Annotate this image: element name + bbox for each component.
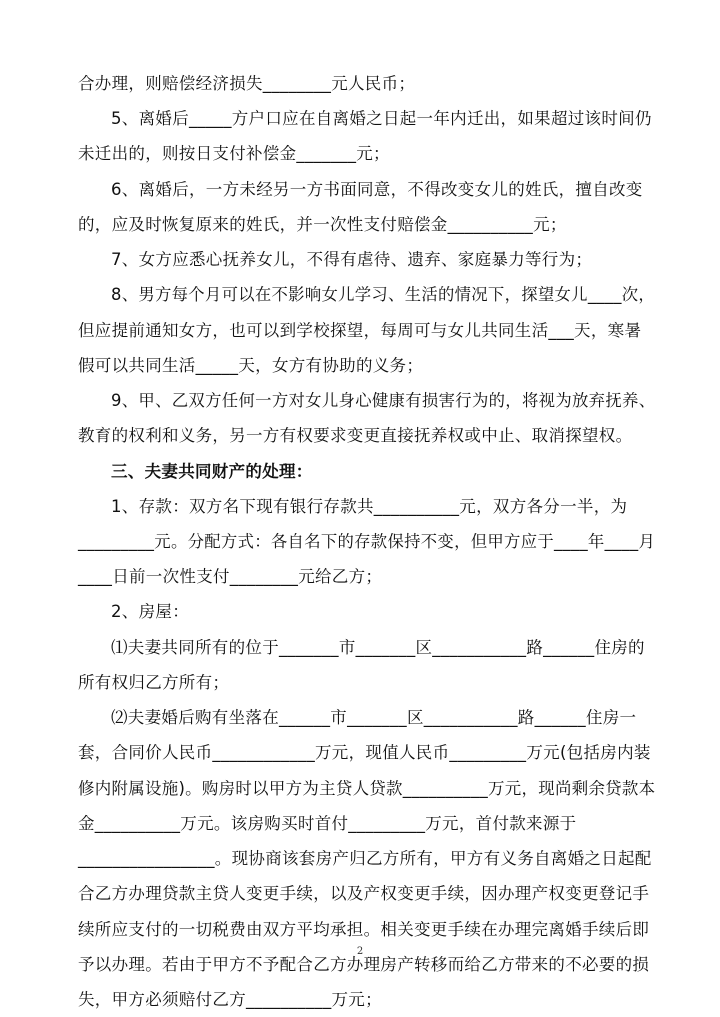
sub-item-1: ⑴夫妻共同所有的位于_______市_______区___________路______住房的 <box>111 638 645 657</box>
text-line: _________元。分配方式：各自名下的存款保持不变，但甲方应于____年____月 <box>78 532 656 551</box>
text-line: 未迁出的，则按日支付补偿金_______元； <box>78 144 390 163</box>
text-line: 套，合同价人民币____________万元，现值人民币_________万元(包括房内装 <box>78 743 651 762</box>
section-heading-joint-property: 三、夫妻共同财产的处理： <box>111 462 313 481</box>
sub-item-2: ⑵夫妻婚后购有坐落在______市_______区___________路______住房一 <box>111 708 637 727</box>
text-line: ____日前一次性支付________元给乙方； <box>78 567 383 586</box>
clause-8: 8、男方每个月可以在不影响女儿学习、生活的情况下，探望女儿____次， <box>111 285 656 304</box>
clause-7: 7、女方应悉心抚养女儿，不得有虐待、遗弃、家庭暴力等行为； <box>111 250 593 269</box>
text-line: 修内附属设施)。购房时以甲方为主贷人贷款__________万元，现尚剩余贷款本 <box>78 779 656 798</box>
text-line: 金__________万元。该房购买时首付_________万元，首付款来源于 <box>78 814 577 833</box>
text-line: ________________。现协商该套房产归乙方所有，甲方有义务自离婚之日起配 <box>78 849 652 868</box>
text-line: 合乙方办理贷款主贷人变更手续，以及产权变更手续，因办理产权变更登记手 <box>78 884 650 903</box>
item-deposits: 1、存款：双方名下现有银行存款共__________元，双方各分一半，为 <box>111 497 628 516</box>
page-number: 2 <box>356 946 364 957</box>
item-housing: 2、房屋： <box>111 602 189 621</box>
text-line: 但应提前通知女方，也可以到学校探望，每周可与女儿共同生活___天，寒暑 <box>78 321 642 340</box>
text-line: 合办理，则赔偿经济损失________元人民币； <box>78 74 416 93</box>
text-line: 续所应支付的一切税费由双方平均承担。相关变更手续在办理完离婚手续后即 <box>78 920 650 939</box>
text-line: 失，甲方必须赔付乙方__________万元； <box>78 990 382 1009</box>
text-line: 教育的权利和义务，另一方有权要求变更直接抚养权或中止、取消探望权。 <box>78 426 633 445</box>
clause-5: 5、离婚后_____方户口应在自离婚之日起一年内迁出，如果超过该时间仍 <box>111 109 652 128</box>
text-line: 的，应及时恢复原来的姓氏，并一次性支付赔偿金__________元； <box>78 215 567 234</box>
clause-6: 6、离婚后，一方未经另一方书面同意，不得改变女儿的姓氏，擅自改变 <box>111 180 643 199</box>
text-line: 假可以共同生活_____天，女方有协助的义务； <box>78 356 424 375</box>
clause-9: 9、甲、乙双方任何一方对女儿身心健康有损害行为的，将视为放弃抚养、 <box>111 391 656 410</box>
text-line: 予以办理。若由于甲方不予配合乙方办理房产转移而给乙方带来的不必要的损 <box>78 955 650 974</box>
text-line: 所有权归乙方所有； <box>78 673 230 692</box>
